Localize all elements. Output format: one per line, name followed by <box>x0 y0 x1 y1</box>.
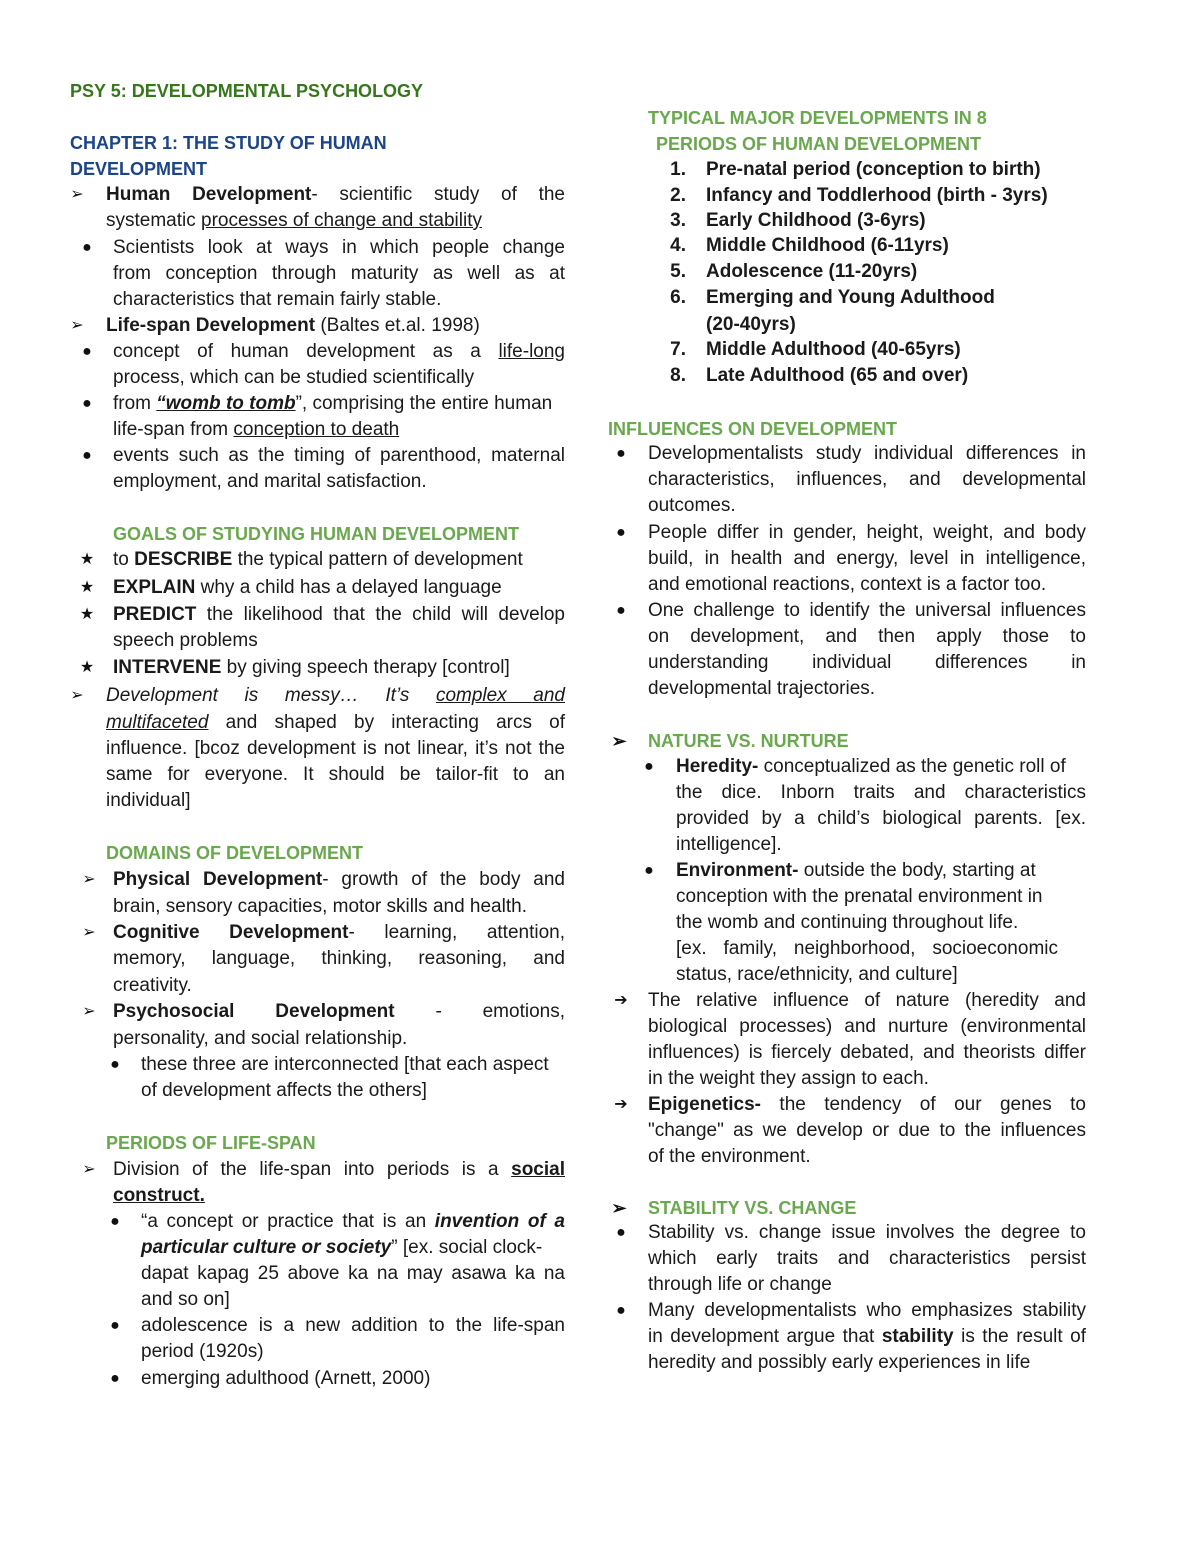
chapter-title-cont: DEVELOPMENT <box>70 159 208 179</box>
period-number: 3. <box>670 210 686 231</box>
arrowhead-icon: ➢ <box>82 1161 96 1178</box>
bullet-icon: ● <box>616 602 626 619</box>
arrow-right-icon: ➔ <box>614 992 628 1009</box>
star-icon: ★ <box>79 579 95 596</box>
bullet-icon: ● <box>110 1213 120 1230</box>
arrowhead-icon: ➢ <box>82 924 96 941</box>
star-icon: ★ <box>79 606 95 623</box>
typical-heading-cont: PERIODS OF HUMAN DEVELOPMENT <box>656 134 982 154</box>
period-label: Adolescence (11-20yrs) <box>706 261 918 282</box>
arrowhead-icon: ➢ <box>70 186 84 203</box>
period-label: Infancy and Toddlerhood (birth - 3yrs) <box>706 185 1048 206</box>
period-label: Pre-natal period (conception to birth) <box>706 159 1041 180</box>
bullet-icon: ● <box>82 447 92 464</box>
period-number: 6. <box>670 287 686 308</box>
course-title: PSY 5: DEVELOPMENTAL PSYCHOLOGY <box>70 81 424 101</box>
period-number: 4. <box>670 235 686 256</box>
bullet-icon: ● <box>82 343 92 360</box>
typical-heading: TYPICAL MAJOR DEVELOPMENTS IN 8 <box>648 108 987 128</box>
arrowhead-icon: ➢ <box>82 871 96 888</box>
period-label: (20-40yrs) <box>706 314 796 335</box>
chapter-title: CHAPTER 1: THE STUDY OF HUMAN <box>70 133 387 153</box>
bullet-icon: ● <box>82 239 92 256</box>
periods-heading: PERIODS OF LIFE-SPAN <box>106 1133 316 1153</box>
star-icon: ★ <box>79 551 95 568</box>
domains-heading: DOMAINS OF DEVELOPMENT <box>106 843 364 863</box>
period-number: 5. <box>670 261 686 282</box>
period-label: Early Childhood (3-6yrs) <box>706 210 926 231</box>
period-number: 1. <box>670 159 686 180</box>
bullet-icon: ● <box>82 395 92 412</box>
period-number: 2. <box>670 185 686 206</box>
period-label: Emerging and Young Adulthood <box>706 287 995 308</box>
goals-heading: GOALS OF STUDYING HUMAN DEVELOPMENT <box>113 524 520 544</box>
star-icon: ★ <box>79 659 95 676</box>
arrowhead-icon: ➢ <box>611 1198 627 1218</box>
bullet-icon: ● <box>616 1224 626 1241</box>
period-label: Middle Childhood (6-11yrs) <box>706 235 949 256</box>
period-number: 7. <box>670 339 686 360</box>
bullet-icon: ● <box>644 862 654 879</box>
document-page: PSY 5: DEVELOPMENTAL PSYCHOLOGY CHAPTER 1: THE STUDY OF HUMAN DEVELOPMENT ➢ Human Development- scientific study of the systematic processes of change and stability ● Scientists look at ways in which people change from conception through maturity as well as at characteristics that remain fairly stable. ➢ Life-span Development (Baltes et.al. 1998) ● concept of human development as a life-long process, which can be studied scientifically ● from “womb to tomb”, comprising the entire human life-span from conception to death ● events such as the timing of parenthood, maternal employment, and marital satisfaction. GOALS OF STUDYING HUMAN DEVELOPMENT ★ to DESCRIBE the typical pattern of development ★ EXPLAIN why a child has a delayed language ★ PREDICT the likelihood that the child will develop speech problems ★ INTERVENE by giving speech therapy [control] ➢ Development is messy… It’s complex and multifaceted and shaped by interacting arcs of influence. [bcoz development is not linear, it’s not the same for everyone. It should be tailor-fit to an individual] DOMAINS OF DEVELOPMENT ➢ Physical Development- growth of the body and brain, sensory capacities, motor skills and health. ➢ Cognitive Development- learning, attention, memory, language, thinking, reasoning, and creativity. ➢ Psychosocial Development - emotions, personality, and social relationship. ● these three are interconnected [that each aspect of development affects the others] PERIODS OF LIFE-SPAN ➢ Division of the life-span into periods is a social construct. ● “a concept or practice that is an invention of a particular culture or society” [ex. social clock- dapat kapag 25 above ka na may asawa ka na and so on] ● adolescence is a new addition to the life-span period (1920s) ● emerging adulthood (Arnett, 2000) TYPICAL MAJOR DEVELOPMENTS IN 8 PERIODS OF HUMAN DEVELOPMENT 1. Pre-natal period (conception to birth) 2. Infancy and Toddlerhood (birth - 3yrs) 3. Early Childhood (3-6yrs) 4. Middle Childhood (6-11yrs) 5. Adolescence (11-20yrs) 6. Emerging and Young Adulthood (20-40yrs) 7. Middle Adulthood (40-65yrs) 8. Late Adulthood (65 and over) INFLUENCES ON DEVELOPMENT ● Developmentalists study individual differences in characteristics, influences, and developmental outcomes. ● People differ in gender, height, weight, and body build, in health and energy, level in intelligence, and emotional reactions, context is a factor too. ● One challenge to identify the universal influences on development, and then apply those to understanding individual differences in developmental trajectories. ➢ NATURE VS. NURTURE ● Heredity- conceptualized as the genetic roll of the dice. Inborn traits and characteristics provided by a child’s biological parents. [ex. intelligence]. ● Environment- outside the body, starting at conception with the prenatal environment in the womb and continuing throughout life. [ex. family, neighborhood, socioeconomic status, race/ethnicity, and culture] ➔ The relative influence of nature (heredity and biological processes) and nurture (environmental influences) is fiercely debated, and theorists differ in the weight they assign to each. ➔ Epigenetics- the tendency of our genes to "change" as we develop or due to the influences of the environment. ➢ STABILITY VS. CHANGE ● Stability vs. change issue involves the degree to which early traits and characteristics persist through life or change ● Many developmentalists who emphasizes stability in development argue that stability is the result of heredity and possibly early experiences in life <box>0 0 1200 1553</box>
bullet-icon: ● <box>110 1317 120 1334</box>
period-label: Middle Adulthood (40-65yrs) <box>706 339 961 360</box>
period-label: Late Adulthood (65 and over) <box>706 365 969 386</box>
arrowhead-icon: ➢ <box>70 687 84 704</box>
influences-heading: INFLUENCES ON DEVELOPMENT <box>608 419 898 439</box>
bullet-icon: ● <box>110 1370 120 1387</box>
bullet-icon: ● <box>110 1056 120 1073</box>
arrowhead-icon: ➢ <box>70 317 84 334</box>
bullet-icon: ● <box>616 524 626 541</box>
bullet-icon: ● <box>616 445 626 462</box>
arrowhead-icon: ➢ <box>611 731 627 751</box>
arrowhead-icon: ➢ <box>82 1003 96 1020</box>
bullet-icon: ● <box>616 1302 626 1319</box>
period-number: 8. <box>670 365 686 386</box>
arrow-right-icon: ➔ <box>614 1096 628 1113</box>
bullet-icon: ● <box>644 758 654 775</box>
